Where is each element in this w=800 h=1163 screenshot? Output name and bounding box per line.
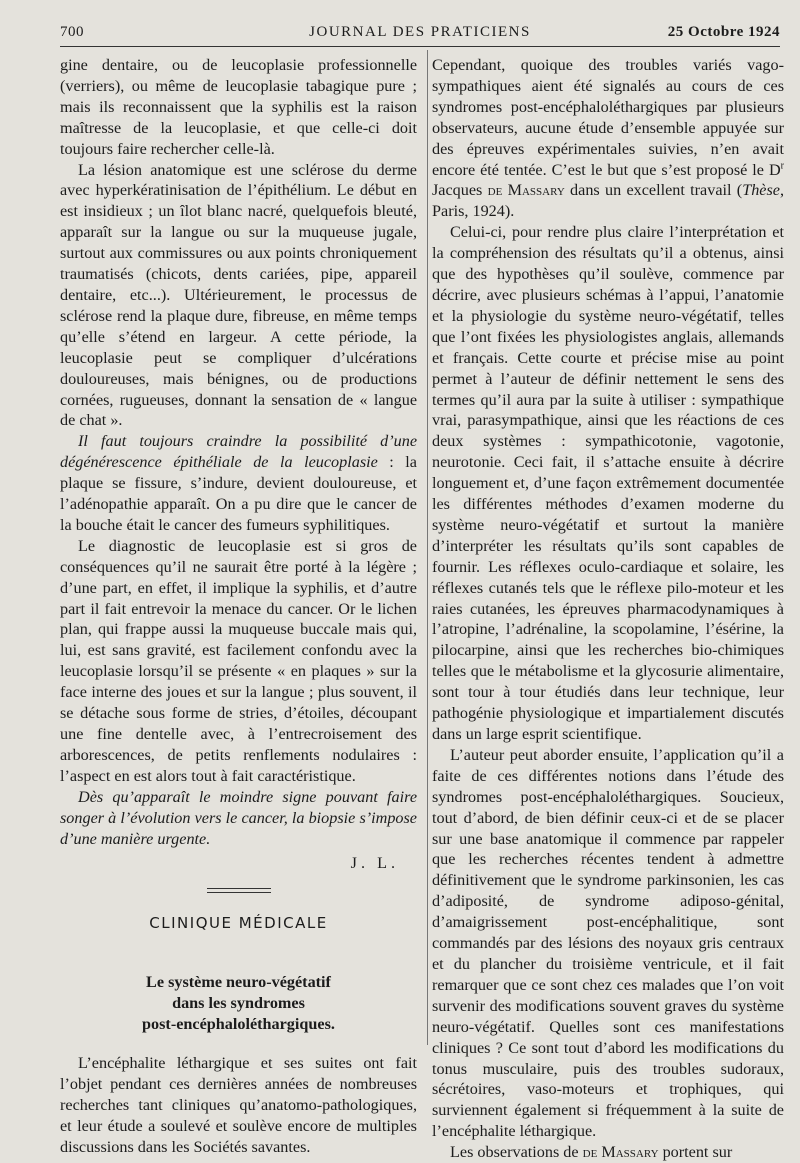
paragraph: Celui-ci, pour rendre plus claire l’interprétation et la compréhension des résultats qu’il a obtenus, ainsi que des hypothèses qu’il soulève, commence par décrire, avec plusieurs schémas à l’appui, l’anatomie et la physiologie du système neuro-végétatif, telles que l’ont fixées les physiologistes anglais, allemands et français. Cette courte et précise mise au point permet à l’auteur de définir nettement le sens des termes qu’il aura par la suite à utiliser : sympathique vrai, parasympathique, ainsi que les réactions de ces deux systèmes : sympathicotonie, vagotonie, neurotonie. Ceci fait, il s’attache ensuite à décrire longuement et, d’une façon extrêmement documentée les différentes méthodes d’examen moderne du système neuro-végétatif et surtout la manière d’interpréter les résultats qu’ils sont capables de fournir. Les réflexes oculo-cardiaque et solaire, les réflexes cutanés tels que le réflexe pilo-moteur et les raies cutanées, les épreuves pharmacodynamiques à l’atropine, l’adrénaline, la scopolamine, l’ésérine, la pilocarpine, ainsi que les recherches bio-chimiques telles que le métabolisme et la glycosurie alimentaire, sont tour à tour étudiés dans leur technique, leur pathogénie physiologique et impartialement discutés dans un large esprit scientifique. bbox=[432, 223, 784, 743]
header-rule bbox=[60, 46, 780, 47]
article-title-line: post-encéphaloléthargiques. bbox=[142, 1015, 335, 1034]
author-signature: J. L. bbox=[350, 854, 399, 873]
paragraph: gine dentaire, ou de leucoplasie professionnelle (verriers), ou même de leucoplasie tabagique pure ; mais ils reconnaissent que la syphilis est la raison maîtresse de la leucoplasie, et que celle-ci doit toujours faire rechercher celle-là. bbox=[60, 56, 417, 158]
article-title-line: dans les syndromes bbox=[172, 994, 305, 1013]
italic-emphasis: Dès qu’apparaît le moindre signe pouvant faire songer à l’évolution vers le cancer, la biopsie s’impose d’une manière urgente. bbox=[60, 787, 417, 848]
journal-title: JOURNAL DES PRATICIENS bbox=[309, 24, 531, 40]
column-divider bbox=[427, 50, 428, 1045]
paragraph-text: : la plaque se fissure, s’indure, devient douloureuse, et l’adénopathie apparaît. On a pu dire que le cancer de la bouche était le cancer des fumeurs syphilitiques. bbox=[60, 453, 417, 534]
right-column bbox=[432, 55, 784, 1163]
paragraph-text: , Paris, 1924). bbox=[432, 181, 784, 221]
issue-date: 25 Octobre 1924 bbox=[667, 24, 780, 40]
paragraph-text: Cependant, quoique des troubles variés vago-sympathiques aient été signalés au cours de ces syndromes post-encéphaloléthargiques par plusieurs observateurs, aucune étude d’ensemble appuyée sur des épreuves expérimentales suivies, n’en avait encore été tentée. C’est le but que s’est proposé le D bbox=[432, 56, 784, 179]
section-divider bbox=[207, 888, 271, 893]
author-name: de Massary bbox=[487, 181, 565, 200]
superscript: r bbox=[780, 160, 784, 172]
running-header bbox=[60, 24, 780, 46]
paragraph: La lésion anatomique est une sclérose du derme avec hyperkératinisation de l’épithélium. Le début en est insidieux ; un îlot blanc nacré, quelquefois bleuté, apparaît sur la langue ou sur la muqueuse jugale, surtout aux commissures ou aux points chroniquement traumatisés (chicots, dents cariées, pipe, appareil dentaire, etc...). Ultérieurement, le processus de sclérose rend la plaque dure, fibreuse, en même temps qu’elle s’étend en largeur. A cette période, la leucoplasie peut se compliquer d’ulcérations douloureuses, mais bénignes, ou de productions cornées, rugueuses, donnant la sensation de « langue de chat ». bbox=[60, 160, 417, 430]
paragraph: L’auteur peut aborder ensuite, l’application qu’il a faite de ces différentes notions dans l’étude des syndromes post-encéphaloléthargiques. Soucieux, tout d’abord, de bien définir ceux-ci et de se placer sur une base anatomique il commence par rappeler que les recherches récentes tendent à admettre définitivement que le syndrome parkinsonien, les cas d’adiposité, de syndrome adiposo-génital, d’amaigrissement post-encéphalitique, sont commandés par des lésions des noyaux gris centraux et du plancher du troisième ventricule, et il fait remarquer que ce sont chez ces malades que l’on voit survenir des modifications souvent graves du système neuro-végétatif. Quelles sont ces manifestations cliniques ? Ce sont tout d’abord les modifications du tonus musculaire, puis des troubles sudoraux, sécrétoires, vaso-moteurs et trophiques, qui surviennent également si fréquemment à la suite de l’encéphalite léthargique. bbox=[432, 745, 784, 1141]
paragraph-text: dans un excellent travail ( bbox=[564, 181, 743, 200]
paragraph bbox=[432, 55, 784, 222]
author-name: de Massary bbox=[582, 1143, 659, 1162]
paragraph-text: Jacques bbox=[432, 181, 488, 200]
left-column bbox=[60, 55, 417, 1158]
italic-emphasis: Il faut toujours craindre la possibilité d’une dégénérescence épithéliale de la leucoplasie bbox=[60, 432, 417, 472]
paragraph-text: portent sur bbox=[658, 1143, 733, 1162]
section-title: CLINIQUE MÉDICALE bbox=[149, 914, 328, 933]
paragraph bbox=[60, 787, 417, 850]
italic-emphasis: Thèse bbox=[742, 181, 780, 200]
paragraph: L’encéphalite léthargique et ses suites ont fait l’objet pendant ces dernières années de nombreuses recherches tant cliniques qu’anatomo-pathologiques, et leur étude a soulevé et soulève encore de multiples discussions dans les Sociétés savantes. bbox=[60, 1054, 417, 1156]
paragraph-text: Les observations de bbox=[450, 1143, 583, 1162]
paragraph: Le diagnostic de leucoplasie est si gros de conséquences qu’il ne saurait être porté à la légère ; d’une part, en effet, il implique la syphilis, et d’autre part il fait entrevoir la menace du cancer. Or le lichen plan, qui frappe aussi la muqueuse buccale mais qui, lui, est sans gravité, est facilement confondu avec la leucoplasie lorsqu’il se présente « en plaques » sur la face interne des joues et sur la langue ; plus souvent, il se détache sous forme de stries, d’étoiles, découpant une fine dentelle avec, à l’entrecroisement des arborescences, de petits renflements nodulaires : l’aspect en est alors tout à fait caractéristique. bbox=[60, 536, 417, 785]
paragraph bbox=[60, 431, 417, 536]
article-title bbox=[60, 972, 417, 1035]
page-number: 700 bbox=[60, 24, 84, 40]
paragraph bbox=[432, 1142, 784, 1163]
article-title-line: Le système neuro-végétatif bbox=[146, 973, 331, 992]
